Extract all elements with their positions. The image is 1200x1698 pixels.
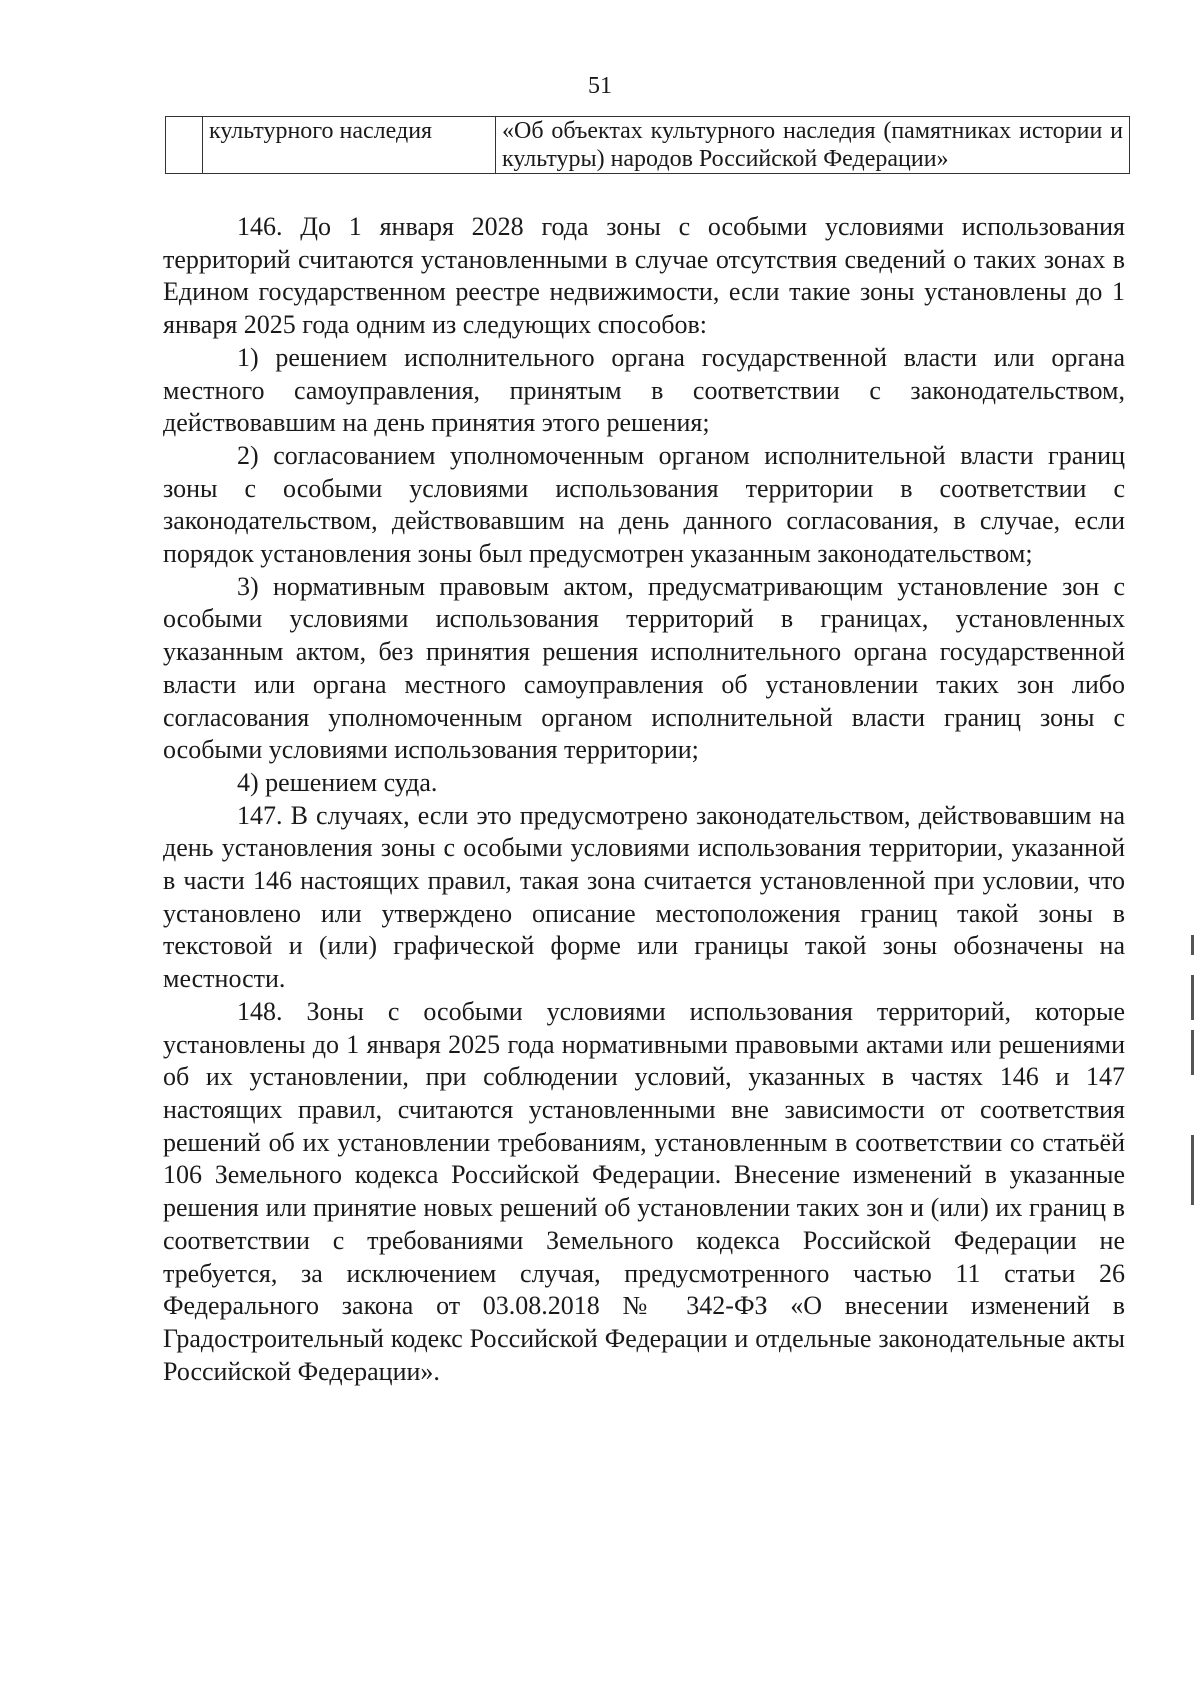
document-body xyxy=(163,211,1125,1388)
scan-artifact-mark xyxy=(1191,1030,1194,1075)
page-number: 51 xyxy=(588,73,612,99)
paragraph-146: 146. До 1 января 2028 года зоны с особыми условиями использования территорий считаются установленными в случае отсутствия сведений о таких зонах в Едином государственном реестре недвижимости, если такие зоны установлены до 1 января 2025 года одним из следующих способов: xyxy=(163,212,1125,340)
list-item-4: 4) решением суда. xyxy=(237,767,438,797)
table-cell-object-type: культурного наследия xyxy=(203,117,496,174)
table-cell-legal-basis: «Об объектах культурного наследия (памятниках истории и культуры) народов Российской Федерации» xyxy=(496,117,1130,174)
paragraph-148: 148. Зоны с особыми условиями использования территорий, которые установлены до 1 января 2025 года нормативными правовыми актами или решениями об их установлении, при соблюдении условий, указанных в частях 146 и 147 настоящих правил, считаются установленными вне зависимости от соответствия решений об их установлении требованиям, установленным в соответствии со статьёй 106 Земельного кодекса Российской Федерации. Внесение изменений в указанные решения или принятие новых решений об установлении таких зон и (или) их границ в соответствии с требованиями Земельного кодекса Российской Федерации не требуется, за исключением случая, предусмотренного частью 11 статьи 26 Федерального закона от 03.08.2018 № 342-ФЗ «О внесении изменений в Градостроительный кодекс Российской Федерации и отдельные законодательные акты Российской Федерации». xyxy=(163,996,1125,1386)
scan-artifact-mark xyxy=(1191,975,1194,1020)
table-row xyxy=(166,117,1130,174)
continuation-table xyxy=(165,116,1130,174)
table-cell-number xyxy=(166,117,203,174)
scan-artifact-mark xyxy=(1191,935,1194,955)
scan-artifact-mark xyxy=(1191,1135,1194,1205)
list-item-3: 3) нормативным правовым актом, предусматривающим установление зон с особыми условиями использования территорий в границах, установленных указанным актом, без принятия решения исполнительного органа государственной власти или органа местного самоуправления об установлении таких зон либо согласования уполномоченным органом исполнительной власти границ зоны с особыми условиями использования территории; xyxy=(163,571,1125,765)
paragraph-147: 147. В случаях, если это предусмотрено законодательством, действовавшим на день установления зоны с особыми условиями использования территории, указанной в части 146 настоящих правил, такая зона считается установленной при условии, что установлено или утверждено описание местоположения границ такой зоны в текстовой и (или) графической форме или границы такой зоны обозначены на местности. xyxy=(163,800,1125,994)
list-item-1: 1) решением исполнительного органа государственной власти или органа местного самоуправления, принятым в соответствии с законодательством, действовавшим на день принятия этого решения; xyxy=(163,342,1125,438)
list-item-2: 2) согласованием уполномоченным органом исполнительной власти границ зоны с особыми условиями использования территории в соответствии с законодательством, действовавшим на день данного согласования, в случае, если порядок установления зоны был предусмотрен указанным законодательством; xyxy=(163,440,1125,569)
